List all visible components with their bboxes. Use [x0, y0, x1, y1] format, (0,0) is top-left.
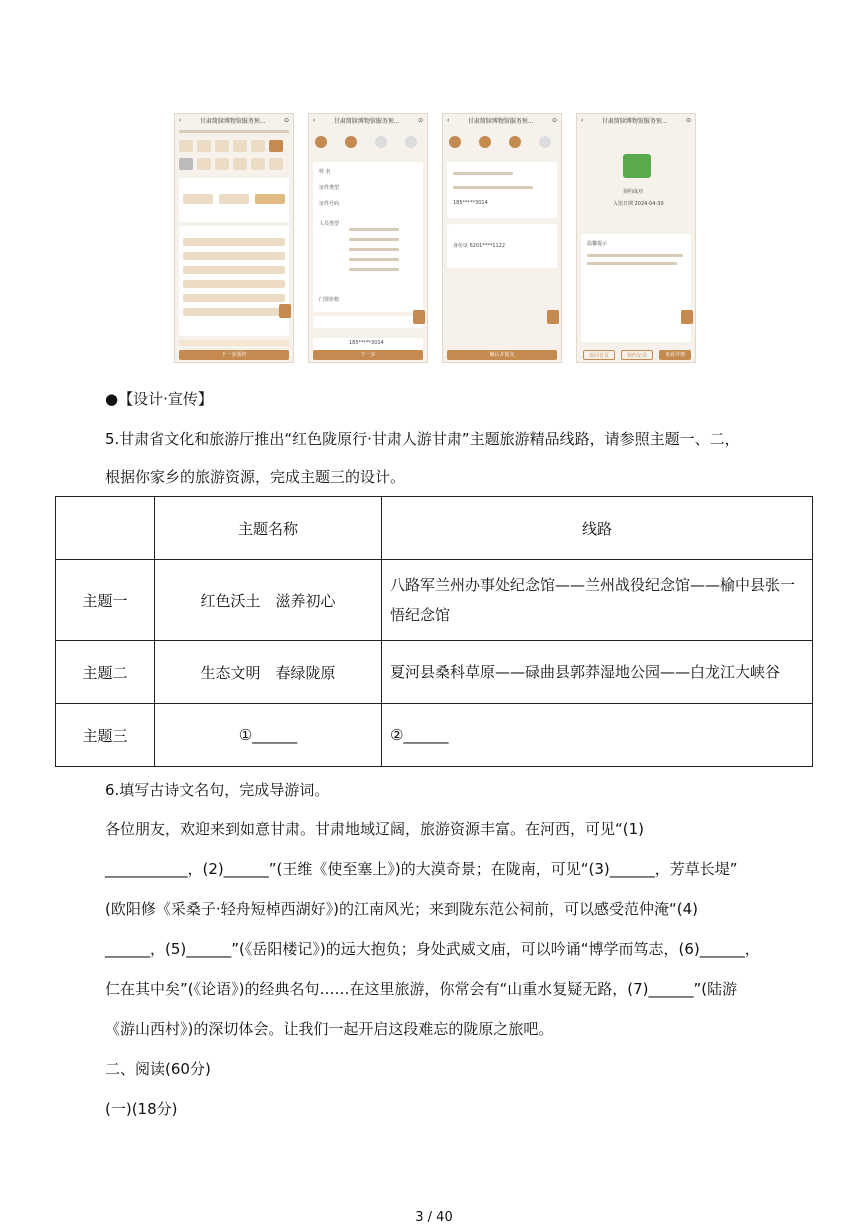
phone-header: ‹ 甘肃简牍博物馆服务预... ⊙	[313, 116, 423, 125]
row-theme-name: 红色沃土 滋养初心	[155, 560, 382, 641]
phone-title: 甘肃简牍博物馆服务预...	[467, 117, 534, 125]
phone-screen-1	[174, 113, 294, 363]
row-label: 主题一	[56, 560, 155, 641]
phone-title: 甘肃简牍博物馆服务预...	[199, 117, 266, 125]
phone-header: ‹ 甘肃简牍博物馆服务预... ⊙	[581, 116, 691, 125]
q6-line-4: (欧阳修《采桑子·轻舟短棹西湖好》)的江南风光；来到陇东范公祠前，可以感受范仲淹“(4)	[105, 900, 698, 918]
row-theme-name: 生态文明 春绿陇原	[155, 641, 382, 704]
phone-header: ‹ 甘肃简牍博物馆服务预... ⊙	[447, 116, 557, 125]
q6-line-6: 仁在其中矣”(《论语》)的经典名句……在这里旅游，你常会有“山重水复疑无路，(7)______”(陆游	[105, 980, 738, 998]
phone-screen-2	[308, 113, 428, 363]
row-label: 主题二	[56, 641, 155, 704]
table-header-row	[56, 497, 813, 560]
theme-table	[55, 496, 813, 767]
field-price: 门票价格	[319, 297, 340, 303]
next-step-button[interactable]: 下一步	[313, 350, 423, 360]
q6-line-5: ______，(5)______”(《岳阳楼记》)的远大抱负；身处武威文庙，可以吟诵“博学而笃志，(6)______，	[105, 940, 760, 958]
q6-line-1: 6.填写古诗文名句，完成导游词。	[105, 781, 330, 799]
row-route-blank: ②______	[382, 704, 813, 767]
q5-line-1: 5.甘肃省文化和旅游厅推出“红色陇原行·甘肃人游甘肃”主题旅游精品线路，请参照主题一、二，	[105, 430, 740, 448]
q6-line-7: 《游山西村》)的深切体会。让我们一起开启这段难忘的陇原之旅吧。	[105, 1020, 554, 1038]
part-two-heading: 二、阅读(60分)	[105, 1060, 211, 1078]
header-theme-name: 主题名称	[155, 497, 382, 560]
field-name: 姓 名	[319, 169, 331, 175]
row-theme-name-blank: ①______	[155, 704, 382, 767]
app-screenshots	[174, 113, 698, 363]
home-button[interactable]: 返回首页	[583, 350, 615, 360]
table-row	[56, 560, 813, 641]
phone-screen-3	[442, 113, 562, 363]
q5-line-2: 根据你家乡的旅游资源，完成主题三的设计。	[105, 468, 406, 486]
q6-line-3: ___________，(2)______”(王维《使至塞上》)的大漠奇景；在陇南，可见“(3)______，芳草长堤”	[105, 860, 738, 878]
header-route: 线路	[382, 497, 813, 560]
q6-line-2: 各位朋友，欢迎来到如意甘肃。甘肃地域辽阔，旅游资源丰富。在河西，可见“(1)	[105, 820, 645, 838]
info-id: 身份证 6201****1122	[453, 243, 506, 249]
info-phone: 185*****3014	[453, 200, 488, 206]
phone-header: ‹ 甘肃简牍博物馆服务预... ⊙	[179, 116, 289, 125]
header-cell-empty	[56, 497, 155, 560]
field-person-type: 人员类型	[319, 221, 340, 227]
phone-screen-4	[576, 113, 696, 363]
status-text: 预约成功	[623, 189, 644, 195]
phone-title: 甘肃简牍博物馆服务预...	[601, 117, 668, 125]
next-button[interactable]: 下一步预约	[179, 350, 289, 360]
phone-number: 185*****3014	[349, 340, 384, 346]
field-id-type: 证件类型	[319, 185, 340, 191]
page-number: 3 / 40	[415, 1210, 453, 1225]
calendar-check-icon	[623, 154, 651, 178]
confirm-submit-button[interactable]: 确认并提交	[447, 350, 557, 360]
table-row	[56, 641, 813, 704]
notice-title: 温馨提示	[587, 241, 608, 247]
details-button[interactable]: 查看详情	[659, 350, 691, 360]
part-two-subheading: (一)(18分)	[105, 1100, 178, 1118]
field-id-number: 证件号码	[319, 201, 340, 207]
row-label: 主题三	[56, 704, 155, 767]
row-route: 八路军兰州办事处纪念馆——兰州战役纪念馆——榆中县张一悟纪念馆	[382, 560, 813, 641]
table-row	[56, 704, 813, 767]
visit-date: 入馆日期 2024-04-30	[613, 201, 664, 207]
phone-title: 甘肃简牍博物馆服务预...	[333, 117, 400, 125]
records-button[interactable]: 预约记录	[621, 350, 653, 360]
row-route: 夏河县桑科草原——碌曲县郭莽湿地公园——白龙江大峡谷	[382, 641, 813, 704]
section-heading: ●【设计·宣传】	[105, 390, 213, 408]
